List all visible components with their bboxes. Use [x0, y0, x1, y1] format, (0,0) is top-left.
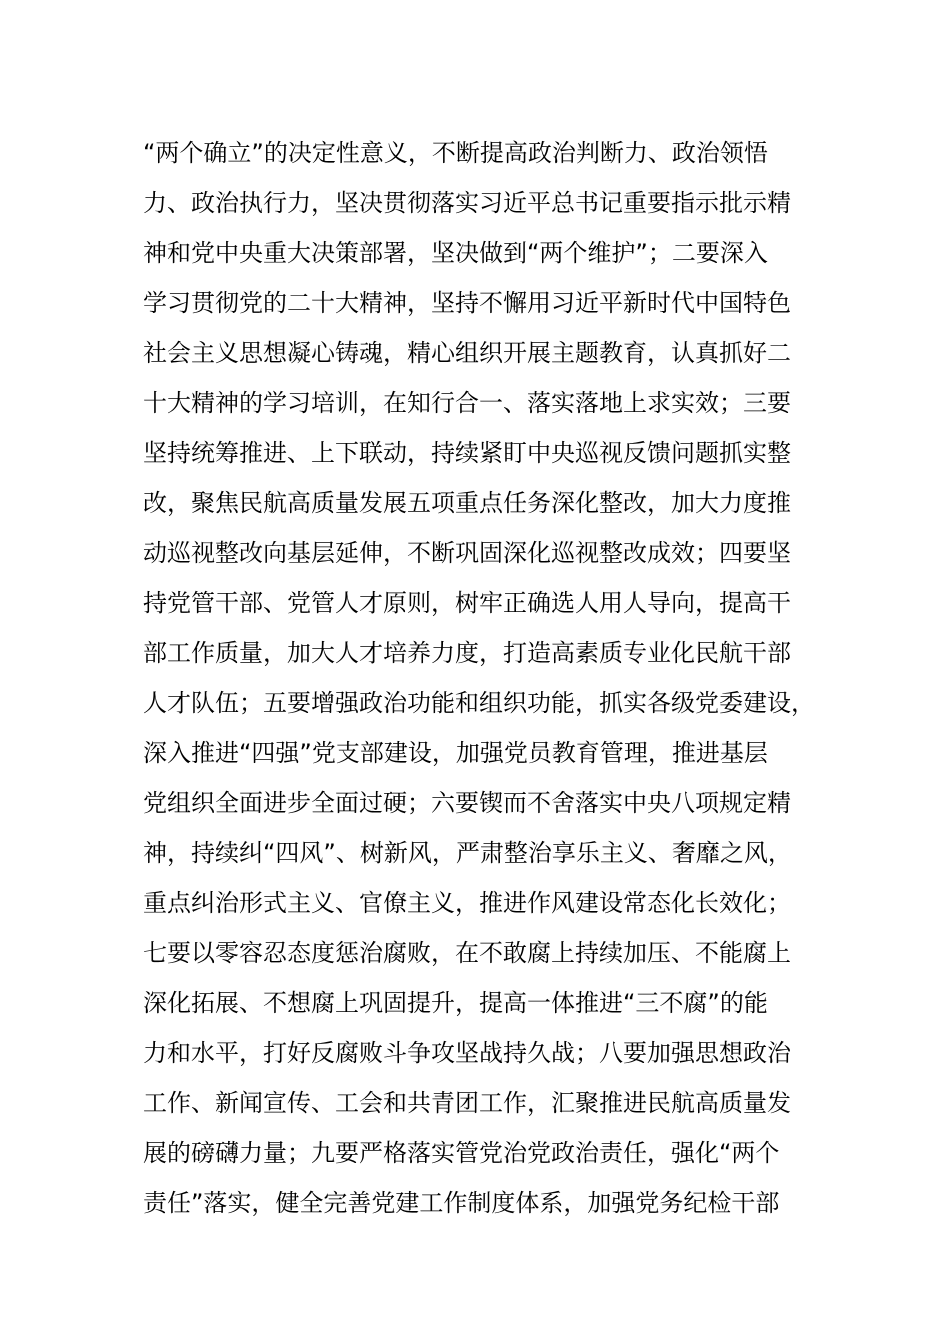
text-line: 工作、新闻宣传、工会和共青团工作，汇聚推进民航高质量发	[143, 1089, 791, 1117]
text-line: 坚持统筹推进、上下联动，持续紧盯中央巡视反馈问题抓实整	[143, 439, 791, 467]
text-line: 学习贯彻党的二十大精神，坚持不懈用习近平新时代中国特色	[143, 289, 791, 317]
text-line: 深化拓展、不想腐上巩固提升，提高一体推进“三不腐”的能	[143, 989, 768, 1017]
text-line: 社会主义思想凝心铸魂，精心组织开展主题教育，认真抓好二	[143, 339, 791, 367]
text-line: 展的磅礴力量；九要严格落实管党治党政治责任，强化“两个	[143, 1139, 780, 1167]
text-line: 十大精神的学习培训，在知行合一、落实落地上求实效；三要	[143, 389, 791, 417]
text-line: 力、政治执行力，坚决贯彻落实习近平总书记重要指示批示精	[143, 189, 791, 217]
text-line: 改，聚焦民航高质量发展五项重点任务深化整改，加大力度推	[143, 489, 791, 517]
text-line: “两个确立”的决定性意义，不断提高政治判断力、政治领悟	[143, 139, 768, 167]
text-line: 神和党中央重大决策部署，坚决做到“两个维护”；二要深入	[143, 239, 768, 267]
text-line: 深入推进“四强”党支部建设，加强党员教育管理，推进基层	[143, 739, 768, 767]
text-line: 动巡视整改向基层延伸，不断巩固深化巡视整改成效；四要坚	[143, 539, 791, 567]
text-line: 重点纠治形式主义、官僚主义，推进作风建设常态化长效化；	[143, 889, 791, 917]
text-line: 人才队伍；五要增强政治功能和组织功能，抓实各级党委建设，	[143, 689, 815, 717]
text-line: 部工作质量，加大人才培养力度，打造高素质专业化民航干部	[143, 639, 791, 667]
text-line: 持党管干部、党管人才原则，树牢正确选人用人导向，提高干	[143, 589, 791, 617]
text-line: 七要以零容忍态度惩治腐败，在不敢腐上持续加压、不能腐上	[143, 939, 791, 967]
text-line: 力和水平，打好反腐败斗争攻坚战持久战；八要加强思想政治	[143, 1039, 791, 1067]
text-line: 党组织全面进步全面过硬；六要锲而不舍落实中央八项规定精	[143, 789, 791, 817]
text-line: 神，持续纠“四风”、树新风，严肃整治享乐主义、奢靡之风，	[143, 839, 792, 867]
body-text	[143, 128, 823, 1228]
text-line: 责任”落实，健全完善党建工作制度体系，加强党务纪检干部	[143, 1189, 780, 1217]
